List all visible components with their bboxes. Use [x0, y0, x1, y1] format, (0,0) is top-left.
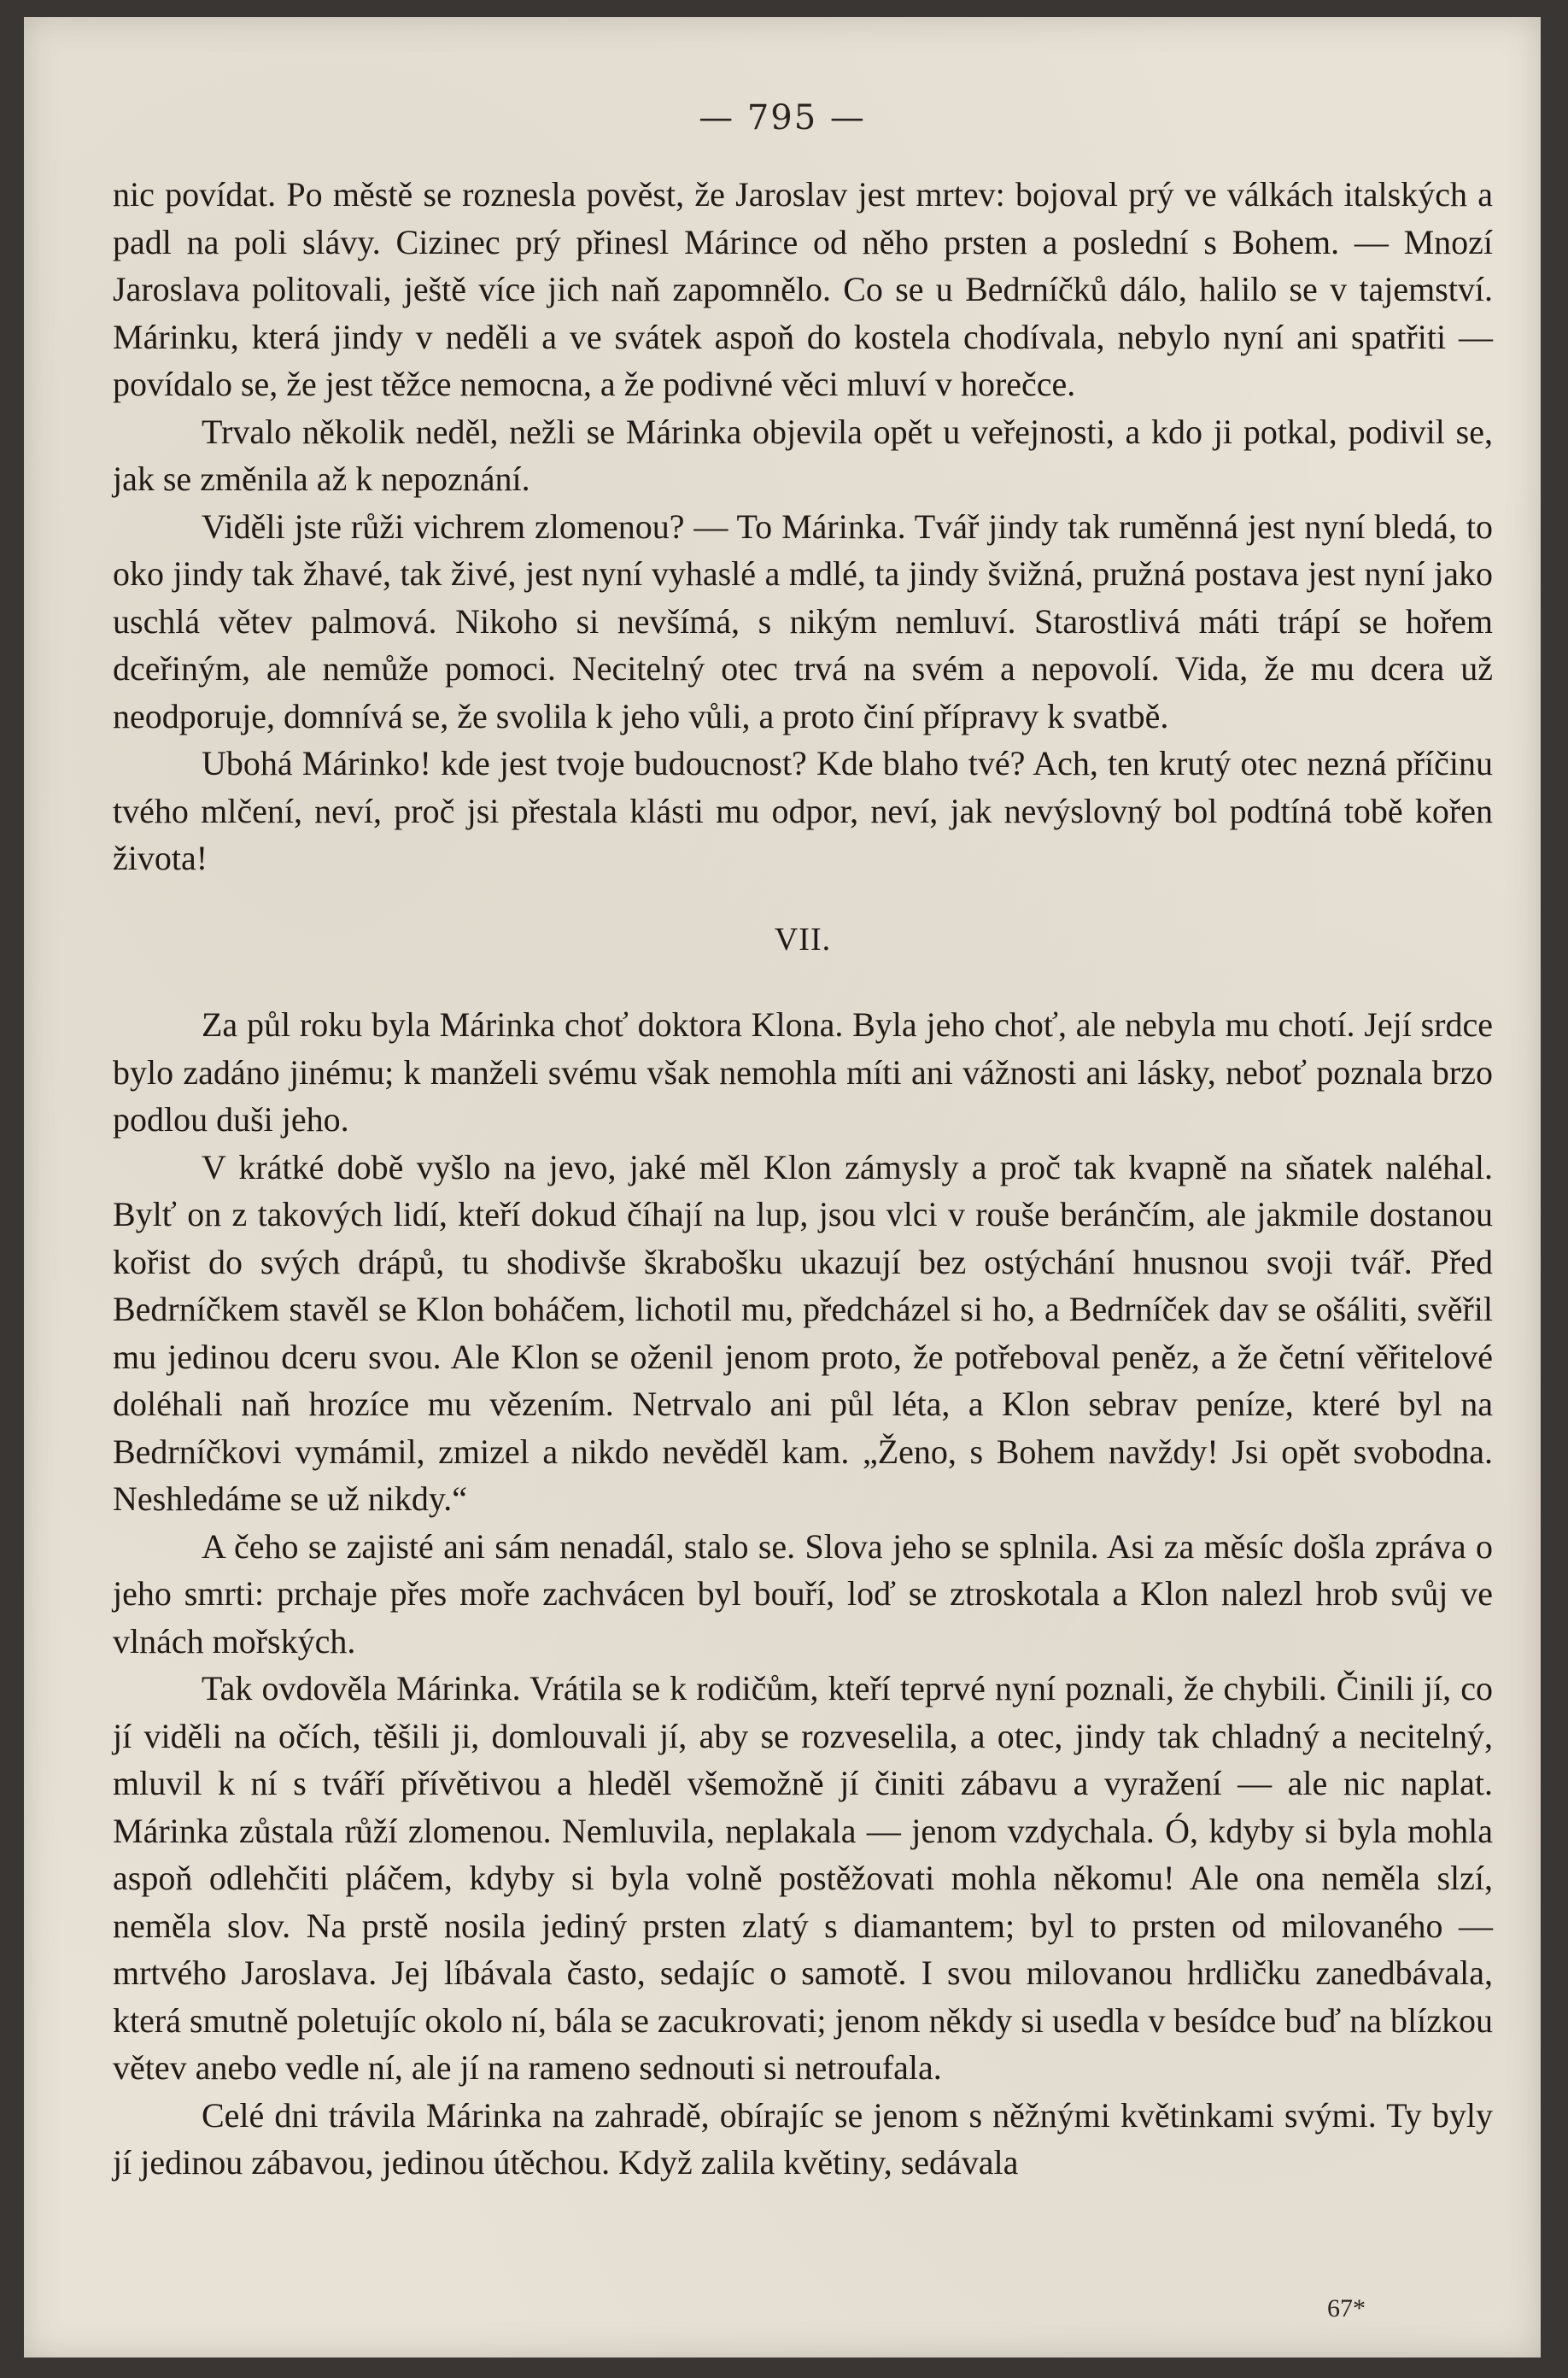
paragraph-6: V krátké době vyšlo na jevo, jaké měl Klon zámysly a proč tak kvapně na sňatek naléhal. Bylť on z takových lidí, kteří dokud číhají na lup, jsou vlci v rouše beránčím, ale jakmile dostanou kořist do svých drápů, tu shodivše škrabošku ukazují bez ostýchání hnusnou svoji tvář. Před Bedrníčkem stavěl se Klon boháčem, lichotil mu, předcházel si ho, a Bedrníček dav se ošáliti, svěřil mu jedinou dceru svou. Ale Klon se oženil jenom proto, že potřeboval peněz, a že četní věřitelové doléhali naň hrozíce mu vězením. Netrvalo ani půl léta, a Klon sebrav peníze, které byl na Bedrníčkovi vymámil, zmizel a nikdo nevěděl kam. „Ženo, s Bohem navždy! Jsi opět svobodna. Neshledáme se už nikdy.“: [113, 1147, 1493, 1518]
paragraph-4: Ubohá Márinko! kde jest tvoje budoucnost? Kde blaho tvé? Ach, ten krutý otec nezná příčinu tvého mlčení, neví, proč jsi přestala klásti mu odpor, neví, jak nevýslovný bol podtíná tobě kořen života!: [113, 744, 1493, 877]
paragraph-1: nic povídat. Po městě se roznesla pověst, že Jaroslav jest mrtev: bojoval prý ve válkách italských a padl na poli slávy. Cizinec prý přinesl Márince od něho prsten a poslední s Bohem. — Mnozí Jaroslava politovali, ještě více jich naň zapomnělo. Co se u Bedrníčků dálo, halilo se v tajemství. Márinku, která jindy v neděli a ve svátek aspoň do kostela chodívala, nebylo nyní ani spatřiti — povídalo se, že jest těžce nemocna, a že podivné věci mluví v horečce.: [113, 175, 1493, 403]
paragraph-2: Trvalo několik neděl, nežli se Márinka objevila opět u veřejnosti, a kdo ji potkal, podivil se, jak se změnila až k nepoznání.: [113, 412, 1493, 498]
paragraph-3: Viděli jste růži vichrem zlomenou? — To Márinka. Tvář jindy tak ruměnná jest nyní bledá, to oko jindy tak žhavé, tak živé, jest nyní vyhaslé a mdlé, ta jindy švižná, pružná postava jest nyní jako uschlá větev palmová. Nikoho si nevšímá, s nikým nemluví. Starostlivá máti trápí se hořem dceřiným, ale nemůže pomoci. Necitelný otec trvá na svém a nepovolí. Vida, že mu dcera už neodporuje, domnívá se, že svolila k jeho vůli, a proto činí přípravy k svatbě.: [113, 507, 1493, 735]
paragraph-9: Celé dni trávila Márinka na zahradě, obírajíc se jenom s něžnými květinkami svými. Ty byly jí jedinou zábavou, jedinou útěchou. Když zalila květiny, sedávala: [113, 2095, 1493, 2182]
book-page: [24, 17, 1541, 2358]
paragraph-8: Tak ovdověla Márinka. Vrátila se k rodičům, kteří teprvé nyní poznali, že chybili. Činili jí, co jí viděli na očích, těšili ji, domlouvali jí, aby se rozveselila, a otec, jindy tak chladný a necitelný, mluvil k ní s tváří přívětivou a hleděl všemožně jí činiti zábavu a vyražení — ale nic naplat. Márinka zůstala růží zlomenou. Nemluvila, neplakala — jenom vzdychala. Ó, kdyby si byla mohla aspoň odlehčiti pláčem, kdyby si byla volně postěžovati mohla někomu! Ale ona neměla slzí, neměla slov. Na prstě nosila jediný prsten zlatý s diamantem; byl to prsten od milovaného — mrtvého Jaroslava. Jej líbávala často, sedajíc o samotě. I svou milovanou hrdličku zanedbávala, která smutně poletujíc okolo ní, bála se zacukrovati; jenom někdy si usedla v besídce buď na blízkou větev anebo vedle ní, ale jí na rameno sednouti si netroufala.: [113, 1669, 1493, 2087]
paragraph-5: Za půl roku byla Márinka choť doktora Klona. Byla jeho choť, ale nebyla mu chotí. Její srdce bylo zadáno jinému; k manželi svému však nemohla míti ani vážnosti ani lásky, neboť poznala brzo podlou duši jeho.: [113, 1005, 1493, 1139]
signature-mark: 67*: [1327, 2294, 1366, 2322]
chapter-heading: VII.: [774, 921, 832, 958]
page-text: [113, 171, 1493, 2187]
paragraph-7: A čeho se zajisté ani sám nenadál, stalo se. Slova jeho se splnila. Asi za měsíc došla zpráva o jeho smrti: prchaje přes moře zachvácen byl bouří, loď se ztroskotala a Klon nalezl hrob svůj ve vlnách mořských.: [113, 1526, 1493, 1660]
page-number: — 795 —: [699, 98, 866, 138]
